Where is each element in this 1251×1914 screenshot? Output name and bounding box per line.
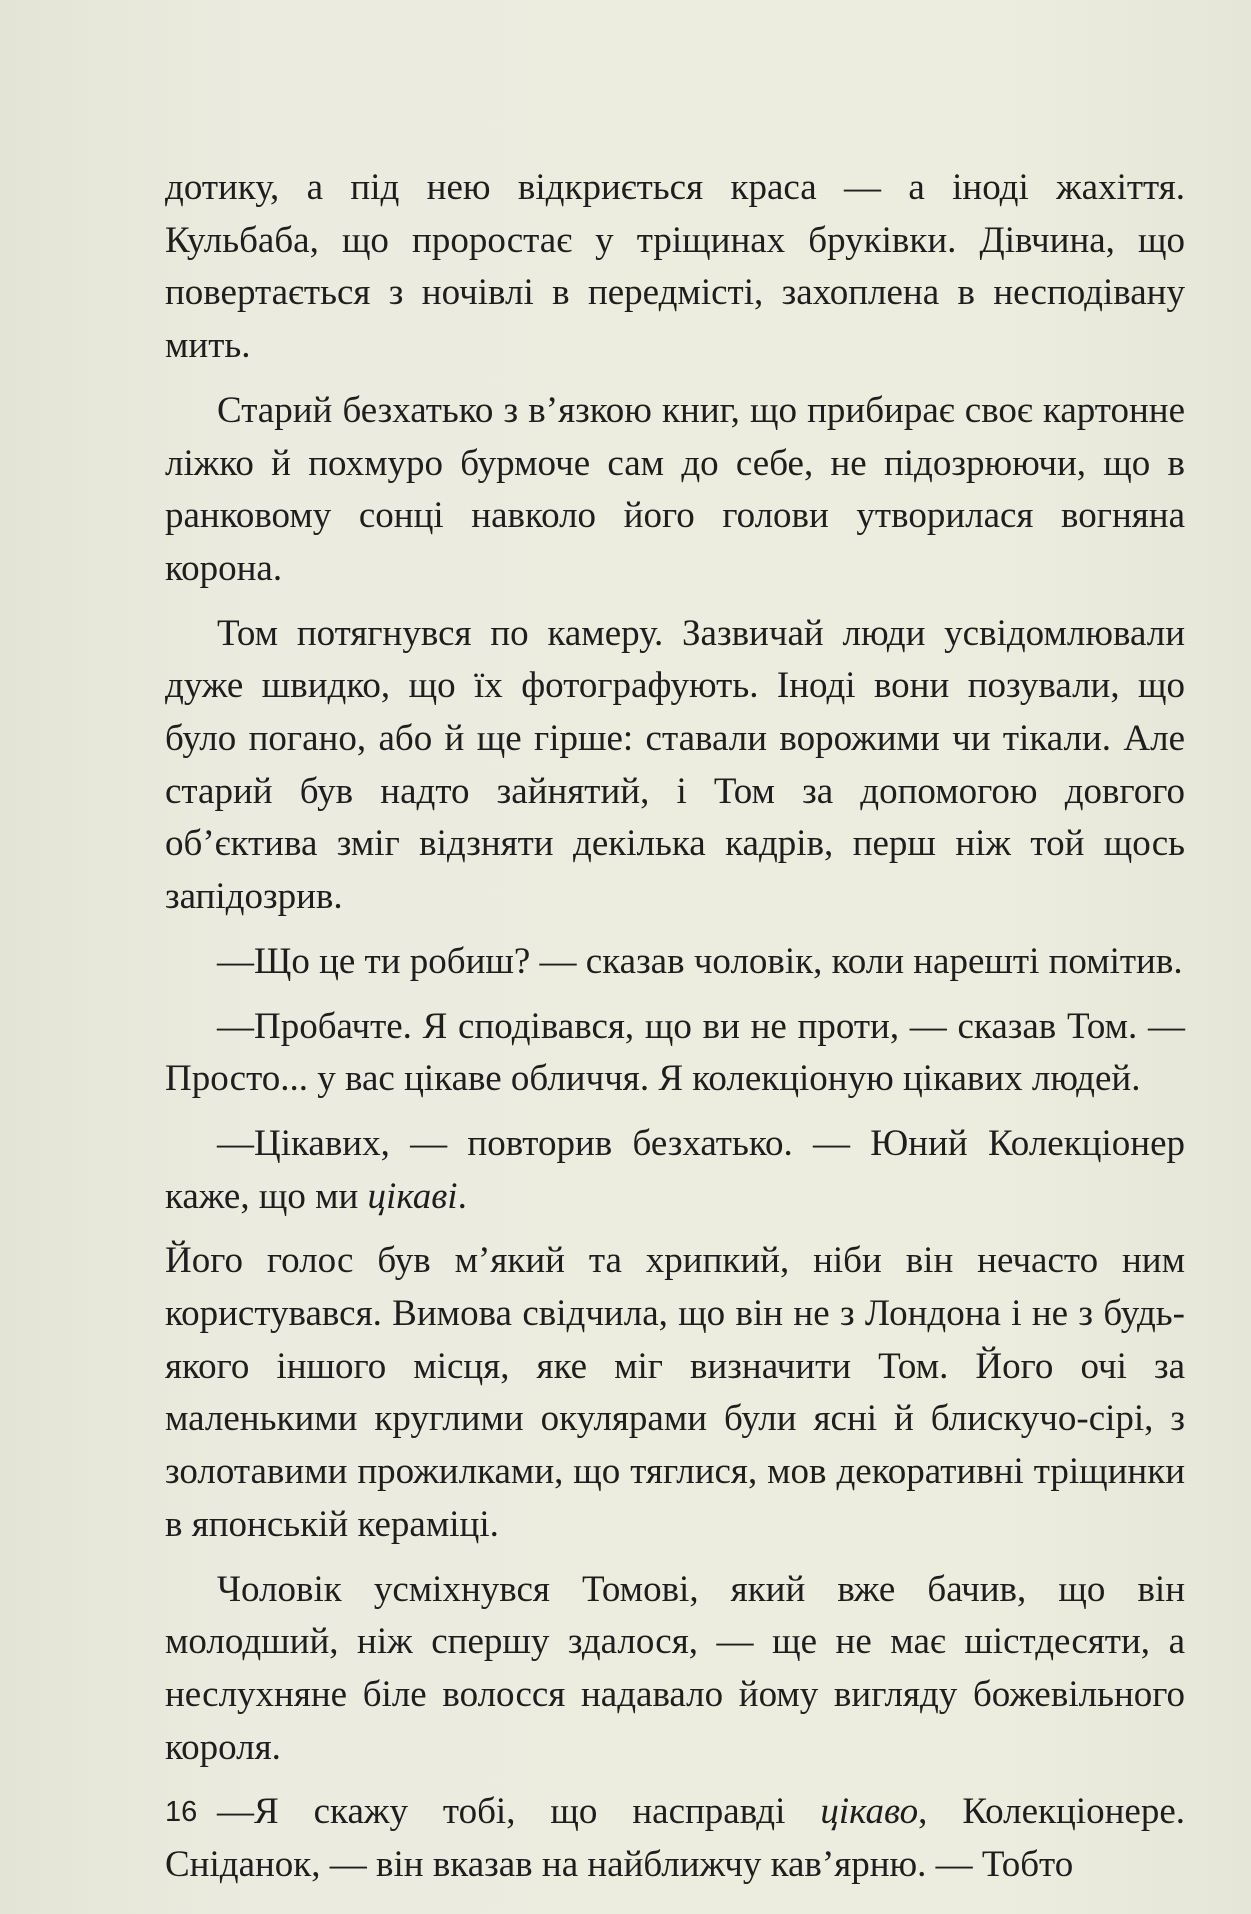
text-run: —Я скажу тобі, що насправді [217,1791,821,1833]
text-run: Старий безхатько з в’язкою книг, що прибирає своє картонне ліжко й похмуро бурмоче сам до себе, не підозрюючи, що в ранковому сонці навколо його голови утворилася вогняна корона. [165,389,1185,589]
text-run: . [457,1175,467,1217]
italic-text: цікаві [367,1175,458,1217]
text-run: —Цікавих, — повторив безхатько. — Юний Колекціонер каже, що ми [165,1122,1185,1217]
body-text [165,162,1185,1892]
paragraph [165,162,1185,373]
text-run: Його голос був м’який та хрипкий, ніби він нечасто ним користувався. Вимова свідчила, що він не з Лондона і не з будь-якого іншого місця, яке міг визначити Том. Його очі за маленькими круглими окулярами були ясні й блискучо-сірі, з золотавими прожилками, що тяглися, мов декоративні тріщинки в японській кераміці. [165,1240,1185,1545]
text-run: —Пробачте. Я сподівався, що ви не проти, — сказав Том. — Просто... у вас цікаве обличчя. Я колекціоную цікавих людей. [165,1005,1185,1100]
text-run: , Колекціонере. Сніданок, — він вказав на найближчу кав’ярню. — Тобто [165,1791,1186,1886]
paragraph [165,1235,1185,1551]
dialogue-paragraph [165,1118,1185,1223]
paragraph [165,385,1185,596]
dialogue-paragraph [165,936,1185,989]
text-run: Чоловік усміхнувся Томові, який вже бачив, що він молодший, ніж спершу здалося, — ще не має шістдесяти, а неслухняне біле волосся надавало йому вигляду божевільного короля. [165,1568,1185,1768]
text-run: дотику, а під нею відкриється краса — а іноді жахіття. Кульбаба, що проростає у тріщинах бруківки. Дівчина, що повертається з ночівлі в передмісті, захоплена в несподівану мить. [165,167,1185,367]
paragraph [165,1564,1185,1775]
page-number: 16 [165,1796,198,1828]
dialogue-paragraph [165,1786,1185,1891]
dialogue-paragraph [165,1001,1185,1106]
italic-text: цікаво [820,1791,919,1833]
paragraph [165,608,1185,924]
text-run: Том потягнувся по камеру. Зазвичай люди усвідомлювали дуже швидко, що їх фотографують. Іноді вони позували, що було погано, або й ще гірше: ставали ворожими чи тікали. Але старий був надто зайнятий, і Том за допомогою довгого об’єктива зміг відзняти декілька кадрів, перш ніж той щось запідозрив. [165,612,1185,918]
text-run: —Що це ти робиш? — сказав чоловік, коли нарешті помітив. [217,940,1183,982]
